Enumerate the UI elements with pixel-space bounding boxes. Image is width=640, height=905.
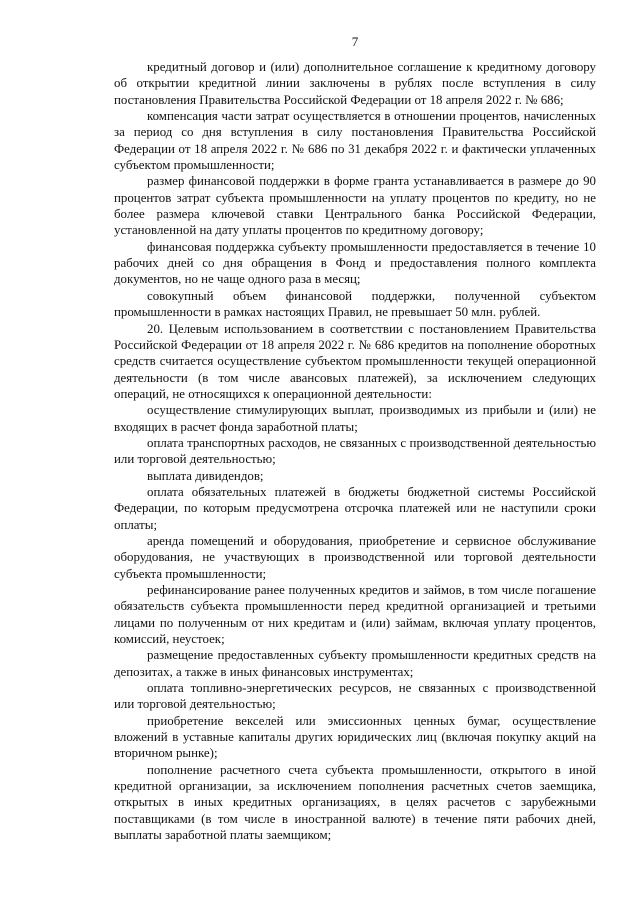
paragraph-6: 20. Целевым использованием в соответствии с постановлением Правительства Российской Федерации от 18 апреля 2022 г. № 686 кредитов на пополнение оборотных средств считается осуществление субъектом промышленности текущей операционной деятельности (в том числе авансовых платежей), за исключением следующих операций, не относящихся к операционной деятельности: (114, 321, 596, 401)
page-number: 7 (351, 34, 359, 49)
paragraph-3: размер финансовой поддержки в форме гранта устанавливается в размере до 90 процентов затрат субъекта промышленности на уплату процентов по кредиту, но не более размера ключевой ставки Центрального банка Российской Федерации, установленной на дату уплаты процентов по кредитному договору; (114, 174, 596, 238)
paragraph-2: компенсация части затрат осуществляется в отношении процентов, начисленных за период со дня вступления в силу постановления Правительства Российской Федерации от 18 апреля 2022 г. № 686 по 31 декабря 2022 г. и фактически уплаченных субъектом промышленности; (114, 109, 596, 173)
paragraph-5: совокупный объем финансовой поддержки, полученной субъектом промышленности в рамках настоящих Правил, не превышает 50 млн. рублей. (114, 288, 596, 320)
paragraph-16: пополнение расчетного счета субъекта промышленности, открытого в иной кредитной организации, за исключением пополнения расчетных счетов заемщика, открытых в иных кредитных организациях, в целях расчетов с зарубежными поставщиками (в том числе в иностранной валюте) в течение пяти рабочих дней, выплаты заработной платы заемщиком; (114, 762, 596, 843)
document-body (114, 59, 596, 844)
paragraph-14: оплата топливно-энергетических ресурсов, не связанных с производственной или торговой деятельностью; (114, 681, 596, 712)
paragraph-4: финансовая поддержка субъекту промышленности предоставляется в течение 10 рабочих дней со дня обращения в Фонд и предоставления полного комплекта документов, но не чаще одного раза в месяц; (114, 239, 596, 287)
paragraph-13: размещение предоставленных субъекту промышленности кредитных средств на депозитах, а также в иных финансовых инструментах; (114, 648, 596, 679)
paragraph-11: аренда помещений и оборудования, приобретение и сервисное обслуживание оборудования, не участвующих в производственной или торговой деятельности субъекта промышленности; (114, 533, 596, 581)
paragraph-10: оплата обязательных платежей в бюджеты бюджетной системы Российской Федерации, по которым предусмотрена отсрочка платежей или не наступили сроки оплаты; (114, 484, 596, 532)
paragraph-9: выплата дивидендов; (147, 468, 264, 483)
paragraph-8: оплата транспортных расходов, не связанных с производственной деятельностью или торговой деятельностью; (114, 435, 596, 467)
paragraph-15: приобретение векселей или эмиссионных ценных бумаг, осуществление вложений в уставные капиталы других юридических лиц (включая покупку акций на вторичном рынке); (114, 713, 596, 761)
paragraph-12: рефинансирование ранее полученных кредитов и займов, в том числе погашение обязательств субъекта промышленности перед кредитной организацией и третьими лицами по полученным от них кредитам и (или) займам, включая уплату процентов, комиссий, неустоек; (114, 583, 596, 647)
paragraph-1: кредитный договор и (или) дополнительное соглашение к кредитному договору об открытии кредитной линии заключены в рублях после вступления в силу постановления Правительства Российской Федерации от 18 апреля 2022 г. № 686; (114, 60, 596, 107)
paragraph-7: осуществление стимулирующих выплат, производимых из прибыли и (или) не входящих в расчет фонда заработной платы; (114, 403, 596, 434)
